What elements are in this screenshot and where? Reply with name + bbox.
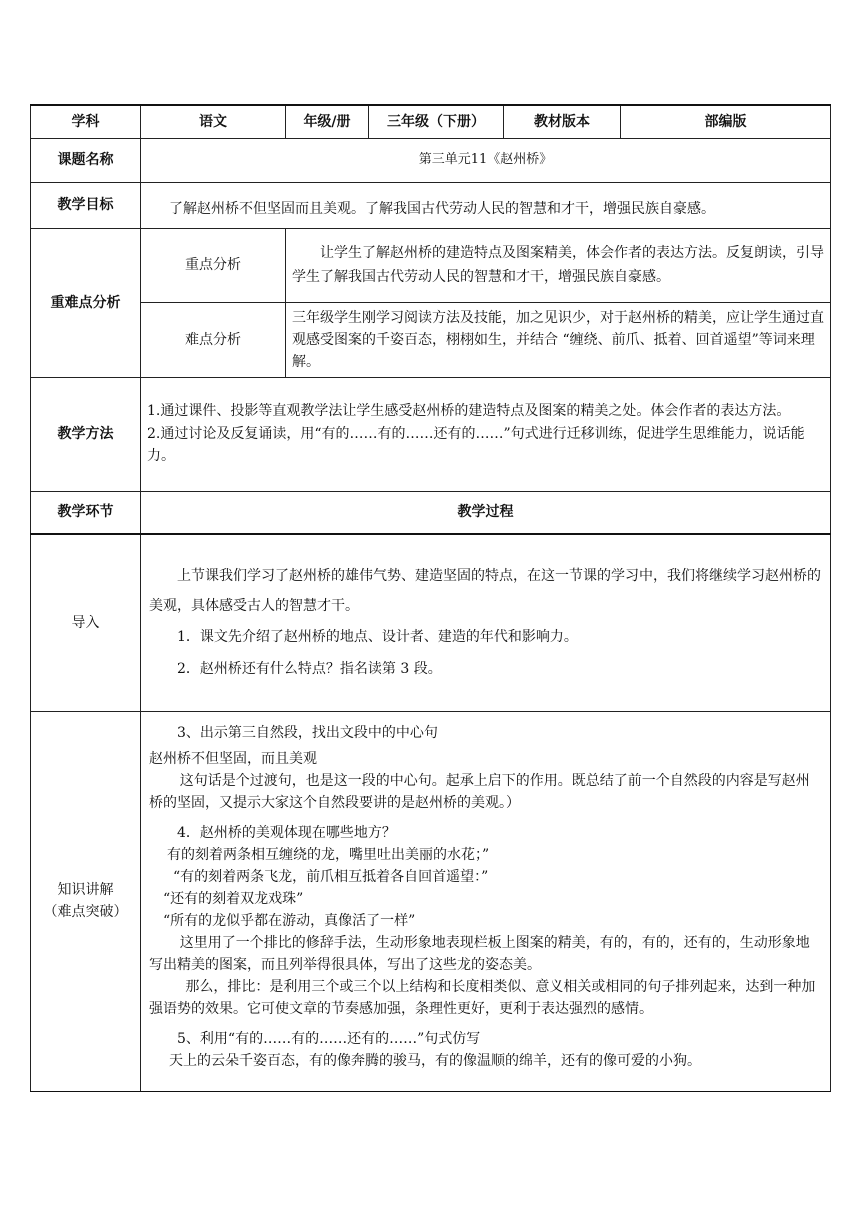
knowledge-line-4: 4．赵州桥的美观体现在哪些地方？ [177, 824, 396, 841]
topic-row [31, 138, 831, 182]
topic-value: 第三单元11《赵州桥》 [141, 138, 831, 182]
knowledge-line-2: 赵州桥不但坚固，而且美观 [149, 750, 317, 767]
difficult-point-text: 三年级学生刚学习阅读方法及技能，加之见识少，对于赵州桥的精美，应让学生通过直观感受图案的千姿百态，栩栩如生，并结合 “缠绕、前爪、抵着、回首遥望”等词来理解。 [292, 309, 824, 370]
goal-value: 了解赵州桥不但坚固而且美观。了解我国古代劳动人民的智慧和才干，增强民族自豪感。 [141, 182, 831, 228]
keypoints-label: 重难点分析 [31, 228, 141, 377]
knowledge-line-3: 这句话是个过渡句，也是这一段的中心句。起承上启下的作用。既总结了前一个自然段的内容是写赵州桥的坚固，又提示大家这个自然段要讲的是赵州桥的美观。） [149, 772, 810, 811]
process-title: 教学过程 [141, 491, 831, 534]
intro-item-1: 1．课文先介绍了赵州桥的地点、设计者、建造的年代和影响力。 [177, 628, 578, 645]
intro-cell [141, 534, 831, 711]
method-line-1: 1.通过课件、投影等直观教学法让学生感受赵州桥的建造特点及图案的精美之处。体会作者的表达方法。 [147, 403, 791, 420]
difficult-point-cell [286, 302, 831, 377]
intro-label: 导入 [31, 534, 141, 711]
edition-value: 部编版 [621, 105, 831, 138]
key-point-text: 让学生了解赵州桥的建造特点及图案精美，体会作者的表达方法。反复朗读，引导学生了解我国古代劳动人民的智慧和才干，增强民族自豪感。 [292, 245, 824, 285]
knowledge-line-5: 有的刻着两条相互缠绕的龙，嘴里吐出美丽的水花；” [167, 846, 490, 863]
subject-label: 学科 [31, 105, 141, 138]
grade-value: 三年级（下册） [369, 105, 504, 138]
knowledge-row [31, 711, 831, 1091]
edition-label: 教材版本 [504, 105, 621, 138]
key-point-cell [286, 228, 831, 302]
knowledge-line-10: 那么，排比：是利用三个或三个以上结构和长度相类似、意义相关或相同的句子排列起来，达到一种加强语势的效果。它可使文章的节奏感加强，条理性更好，更利于表达强烈的感情。 [149, 978, 816, 1017]
lesson-plan-table [30, 104, 831, 1092]
key-point-label: 重点分析 [141, 228, 286, 302]
goal-row [31, 182, 831, 228]
knowledge-sublabel: （难点突破） [43, 904, 128, 920]
key-point-row [31, 228, 831, 302]
knowledge-line-7: “还有的刻着双龙戏珠” [163, 890, 304, 907]
topic-label: 课题名称 [31, 138, 141, 182]
knowledge-line-12: 天上的云朵千姿百态，有的像奔腾的骏马，有的像温顺的绵羊，还有的像可爱的小狗。 [169, 1052, 701, 1069]
goal-label: 教学目标 [31, 182, 141, 228]
intro-item-2: 2．赵州桥还有什么特点？指名读第 3 段。 [177, 660, 442, 677]
knowledge-line-11: 5、利用“有的……有的……还有的……”句式仿写 [177, 1030, 481, 1047]
method-label: 教学方法 [31, 377, 141, 491]
header-row [31, 105, 831, 138]
knowledge-label-cell [31, 711, 141, 1091]
knowledge-line-6: “有的刻着两条飞龙，前爪相互抵着各自回首遥望：” [173, 868, 489, 885]
knowledge-label: 知识讲解 [57, 882, 114, 898]
intro-paragraph: 上节课我们学习了赵州桥的雄伟气势、建造坚固的特点，在这一节课的学习中，我们将继续学习赵州桥的美观，具体感受古人的智慧才干。 [149, 567, 821, 614]
knowledge-cell [141, 711, 831, 1091]
method-row [31, 377, 831, 491]
knowledge-line-1: 3、出示第三自然段，找出文段中的中心句 [177, 724, 438, 741]
process-stage-label: 教学环节 [31, 491, 141, 534]
knowledge-line-8: “所有的龙似乎都在游动，真像活了一样” [163, 912, 416, 929]
lesson-plan-page [30, 104, 830, 1092]
intro-row [31, 534, 831, 711]
subject-value: 语文 [141, 105, 286, 138]
process-header-row [31, 491, 831, 534]
method-cell [141, 377, 831, 491]
knowledge-line-9: 这里用了一个排比的修辞手法，生动形象地表现栏板上图案的精美，有的，有的，还有的，生动形象地写出精美的图案，而且列举得很具体，写出了这些龙的姿态美。 [149, 934, 810, 973]
grade-label: 年级/册 [286, 105, 369, 138]
difficult-point-row [31, 302, 831, 377]
difficult-point-label: 难点分析 [141, 302, 286, 377]
method-line-2: 2.通过讨论及反复诵读，用“有的……有的……还有的……”句式进行迁移训练，促进学生思维能力，说话能力。 [147, 425, 805, 465]
